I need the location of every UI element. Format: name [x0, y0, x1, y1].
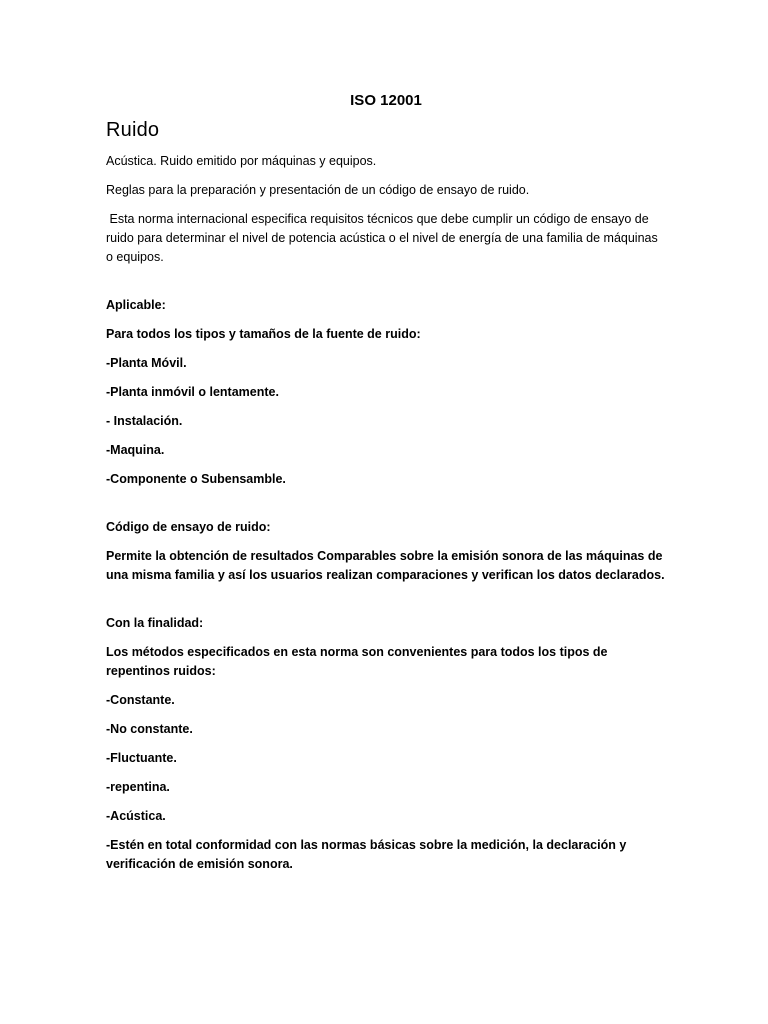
list-item: -Acústica. — [106, 809, 166, 823]
list-item: -Fluctuante. — [106, 751, 177, 765]
section-label-codigo: Código de ensayo de ruido: — [106, 520, 271, 534]
spacer — [106, 595, 666, 614]
list-item: -Maquina. — [106, 443, 165, 457]
list-item: -Planta inmóvil o lentamente. — [106, 385, 279, 399]
list-item: - Instalación. — [106, 414, 183, 428]
intro-paragraph: Esta norma internacional especifica requisitos técnicos que debe cumplir un código de ensayo de ruido para determinar el nivel de potencia acústica o el nivel de energía de una familia de máquinas o equipos. — [106, 212, 662, 264]
intro-paragraph: Acústica. Ruido emitido por máquinas y equipos. — [106, 154, 377, 168]
list-item: -Planta Móvil. — [106, 356, 187, 370]
document-heading: Ruido — [106, 119, 160, 141]
intro-paragraph: Reglas para la preparación y presentación de un código de ensayo de ruido. — [106, 183, 530, 197]
list-item: -Componente o Subensamble. — [106, 472, 286, 486]
section-lead: Para todos los tipos y tamaños de la fuente de ruido: — [106, 327, 421, 341]
section-text: Permite la obtención de resultados Comparables sobre la emisión sonora de las máquinas de una misma familia y así los usuarios realizan comparaciones y verifican los datos declarados. — [106, 549, 665, 582]
section-label-aplicable: Aplicable: — [106, 298, 166, 312]
list-item: -Estén en total conformidad con las normas básicas sobre la medición, la declaración y verificación de emisión sonora. — [106, 838, 627, 871]
section-label-finalidad: Con la finalidad: — [106, 616, 204, 630]
document-title: ISO 12001 — [350, 92, 422, 109]
spacer — [106, 277, 666, 296]
spacer — [106, 499, 666, 518]
list-item: -Constante. — [106, 693, 175, 707]
list-item: -repentina. — [106, 780, 170, 794]
document-content — [106, 92, 666, 884]
section-lead: Los métodos especificados en esta norma son convenientes para todos los tipos de repentinos ruidos: — [106, 645, 608, 678]
list-item: -No constante. — [106, 722, 193, 736]
